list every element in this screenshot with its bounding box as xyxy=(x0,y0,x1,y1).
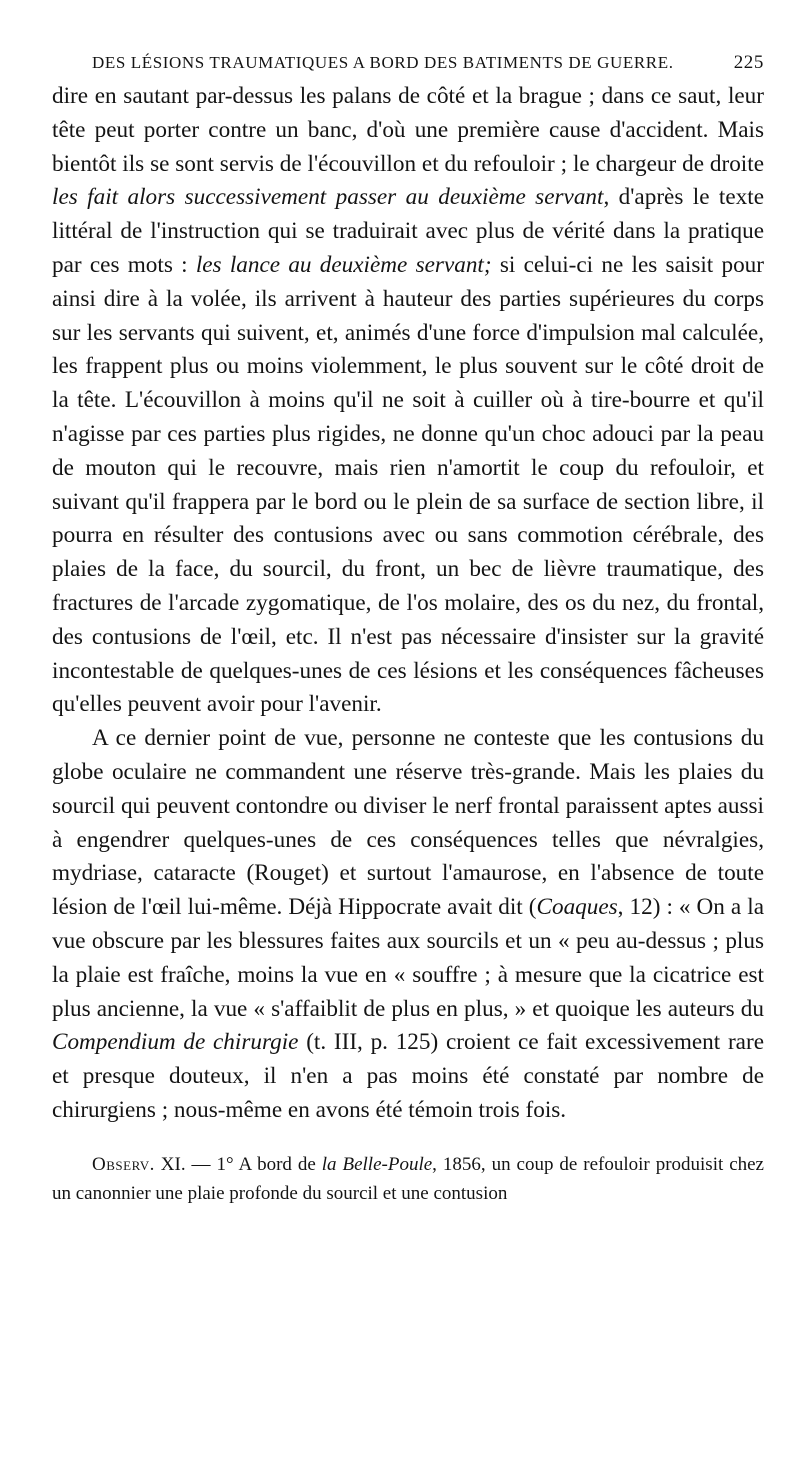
observation-label: Observ. xyxy=(92,1153,155,1175)
main-text xyxy=(52,80,764,1128)
running-title: DES LÉSIONS TRAUMATIQUES A BORD DES BATIMENTS DE GUERRE. xyxy=(92,53,674,72)
paragraph-2-text-c: (t. III, p. 125) croient ce fait excessivement rare et presque douteux, il n'en a pas moins été constaté par nombre de chirurgiens ; nous-même en avons été témoin trois fois. xyxy=(52,1029,764,1123)
italic-work-compendium: Compendium de chirurgie xyxy=(52,1029,299,1056)
running-header xyxy=(92,52,764,74)
italic-phrase-lance: les lance au deuxième servant; xyxy=(195,251,492,278)
paragraph-1-text-a: dire en sautant par-dessus les palans de côté et la brague ; dans ce saut, leur tête peut porter contre un banc, d'où une première cause d'accident. Mais bientôt ils se sont servis de l'écouvillon et du refouloir ; le chargeur de droite xyxy=(52,83,764,177)
italic-phrase-passer: les fait alors successivement passer au deuxième servant xyxy=(52,184,604,211)
paragraph-1 xyxy=(52,80,764,722)
observation-number: XI. — 1° A bord de xyxy=(154,1153,322,1175)
paragraph-1-text-b: , d'après le texte littéral de l'instruction qui se traduirait avec plus de vérité dans la pratique par ces mots : xyxy=(52,184,764,278)
paragraph-2-text-b: , 12) : « On a la vue obscure par les blessures faites aux sourcils et un « peu au-dessus ; plus la plaie est fraîche, moins la vue en « souffre ; à mesure que la cicatrice est plus ancienne, la vue « s'affaiblit de plus en plus, » et quoique les auteurs du xyxy=(52,894,764,1022)
observation-text: , 1856, un coup de refouloir produisit chez un canonnier une plaie profonde du sourcil et une contusion xyxy=(52,1153,764,1204)
paragraph-2 xyxy=(52,722,764,1128)
observation-paragraph xyxy=(52,1150,764,1208)
italic-work-coaques: Coaques xyxy=(536,894,618,921)
page-number: 225 xyxy=(733,52,764,73)
paragraph-2-text-a: A ce dernier point de vue, personne ne conteste que les contusions du globe oculaire ne commandent une réserve très-grande. Mais les plaies du sourcil qui peuvent contondre ou diviser le nerf frontal paraissent aptes aussi à engendrer quelques-unes de ces conséquences telles que névralgies, mydriase, cataracte (Rouget) et surtout l'amaurose, en l'absence de toute lésion de l'œil lui-même. Déjà Hippocrate avait dit ( xyxy=(52,725,764,921)
book-page xyxy=(52,52,764,1208)
ship-name: la Belle-Poule xyxy=(321,1153,433,1175)
paragraph-1-text-c: si celui-ci ne les saisit pour ainsi dire à la volée, ils arrivent à hauteur des parties supérieures du corps sur les servants qui suivent, et, animés d'une force d'impulsion mal calculée, les frappent plus ou moins violemment, le plus souvent sur le côté droit de la tête. L'écouvillon à moins qu'il ne soit à cuiller où à tire-bourre et qu'il n'agisse par ces parties plus rigides, ne donne qu'un choc adouci par la peau de mouton qui le recouvre, mais rien n'amortit le coup du refouloir, et suivant qu'il frappera par le bord ou le plein de sa surface de section libre, il pourra en résulter des contusions avec ou sans commotion cérébrale, des plaies de la face, du sourcil, du front, un bec de lièvre traumatique, des fractures de l'arcade zygomatique, de l'os molaire, des os du nez, du frontal, des contusions de l'œil, etc. Il n'est pas nécessaire d'insister sur la gravité incontestable de quelques-unes de ces lésions et les conséquences fâcheuses qu'elles peuvent avoir pour l'avenir. xyxy=(52,251,764,718)
